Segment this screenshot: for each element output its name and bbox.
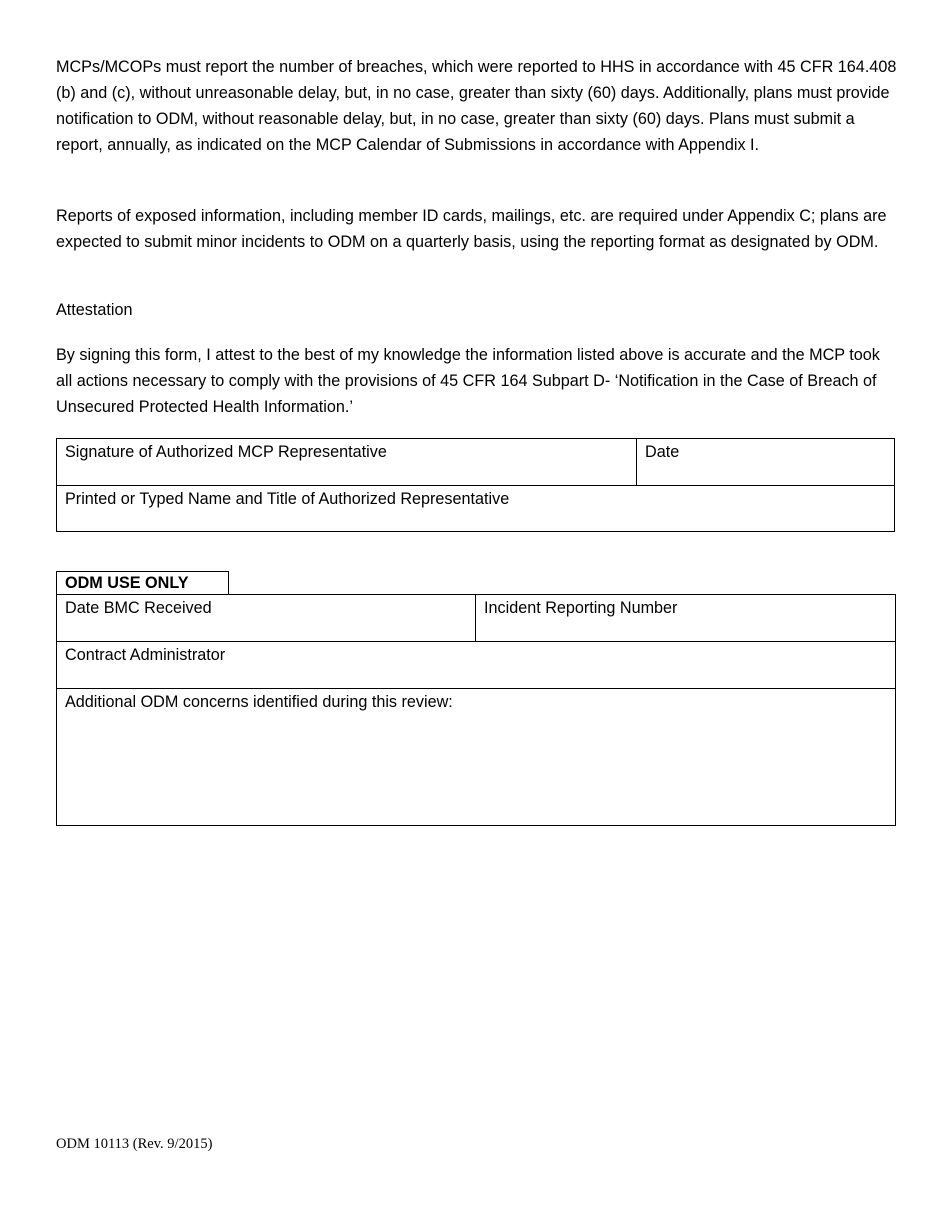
date-bmc-received-field[interactable] xyxy=(57,595,476,642)
signature-table xyxy=(56,438,895,532)
date-label: Date xyxy=(645,443,680,461)
incident-reporting-number-label: Incident Reporting Number xyxy=(484,599,678,617)
incident-reporting-number-field[interactable] xyxy=(476,595,896,642)
additional-concerns-label: Additional ODM concerns identified during this review: xyxy=(65,693,453,711)
contract-administrator-label: Contract Administrator xyxy=(65,646,226,664)
odm-use-only-header: ODM USE ONLY xyxy=(56,571,229,594)
signature-label: Signature of Authorized MCP Representative xyxy=(65,443,387,461)
attestation-statement: By signing this form, I attest to the best of my knowledge the information listed above is accurate and the MCP took all actions necessary to comply with the provisions of 45 CFR 164 Subpart D- ‘Notification in the Case of Breach of Unsecured Protected Health Information.’ xyxy=(56,346,880,416)
date-field[interactable] xyxy=(637,439,895,486)
odm-use-table xyxy=(56,594,896,826)
name-title-field[interactable] xyxy=(57,486,895,532)
additional-concerns-field[interactable] xyxy=(57,689,896,826)
contract-administrator-field[interactable] xyxy=(57,642,896,689)
form-id-footer: ODM 10113 (Rev. 9/2015) xyxy=(56,1136,213,1152)
date-bmc-received-label: Date BMC Received xyxy=(65,599,212,617)
breach-reporting-paragraph: MCPs/MCOPs must report the number of breaches, which were reported to HHS in accordance with 45 CFR 164.408 (b) and (c), without unreasonable delay, but, in no case, greater than sixty (60) days. Additionally, plans must provide notification to ODM, without reasonable delay, but, in no case, greater than sixty (60) days. Plans must submit a report, annually, as indicated on the MCP Calendar of Submissions in accordance with Appendix I. xyxy=(56,58,897,154)
attestation-heading: Attestation xyxy=(56,301,133,319)
signature-field[interactable] xyxy=(57,439,637,486)
name-title-label: Printed or Typed Name and Title of Authorized Representative xyxy=(65,490,510,508)
exposed-information-paragraph: Reports of exposed information, including member ID cards, mailings, etc. are required under Appendix C; plans are expected to submit minor incidents to ODM on a quarterly basis, using the reporting format as designated by ODM. xyxy=(56,207,887,251)
